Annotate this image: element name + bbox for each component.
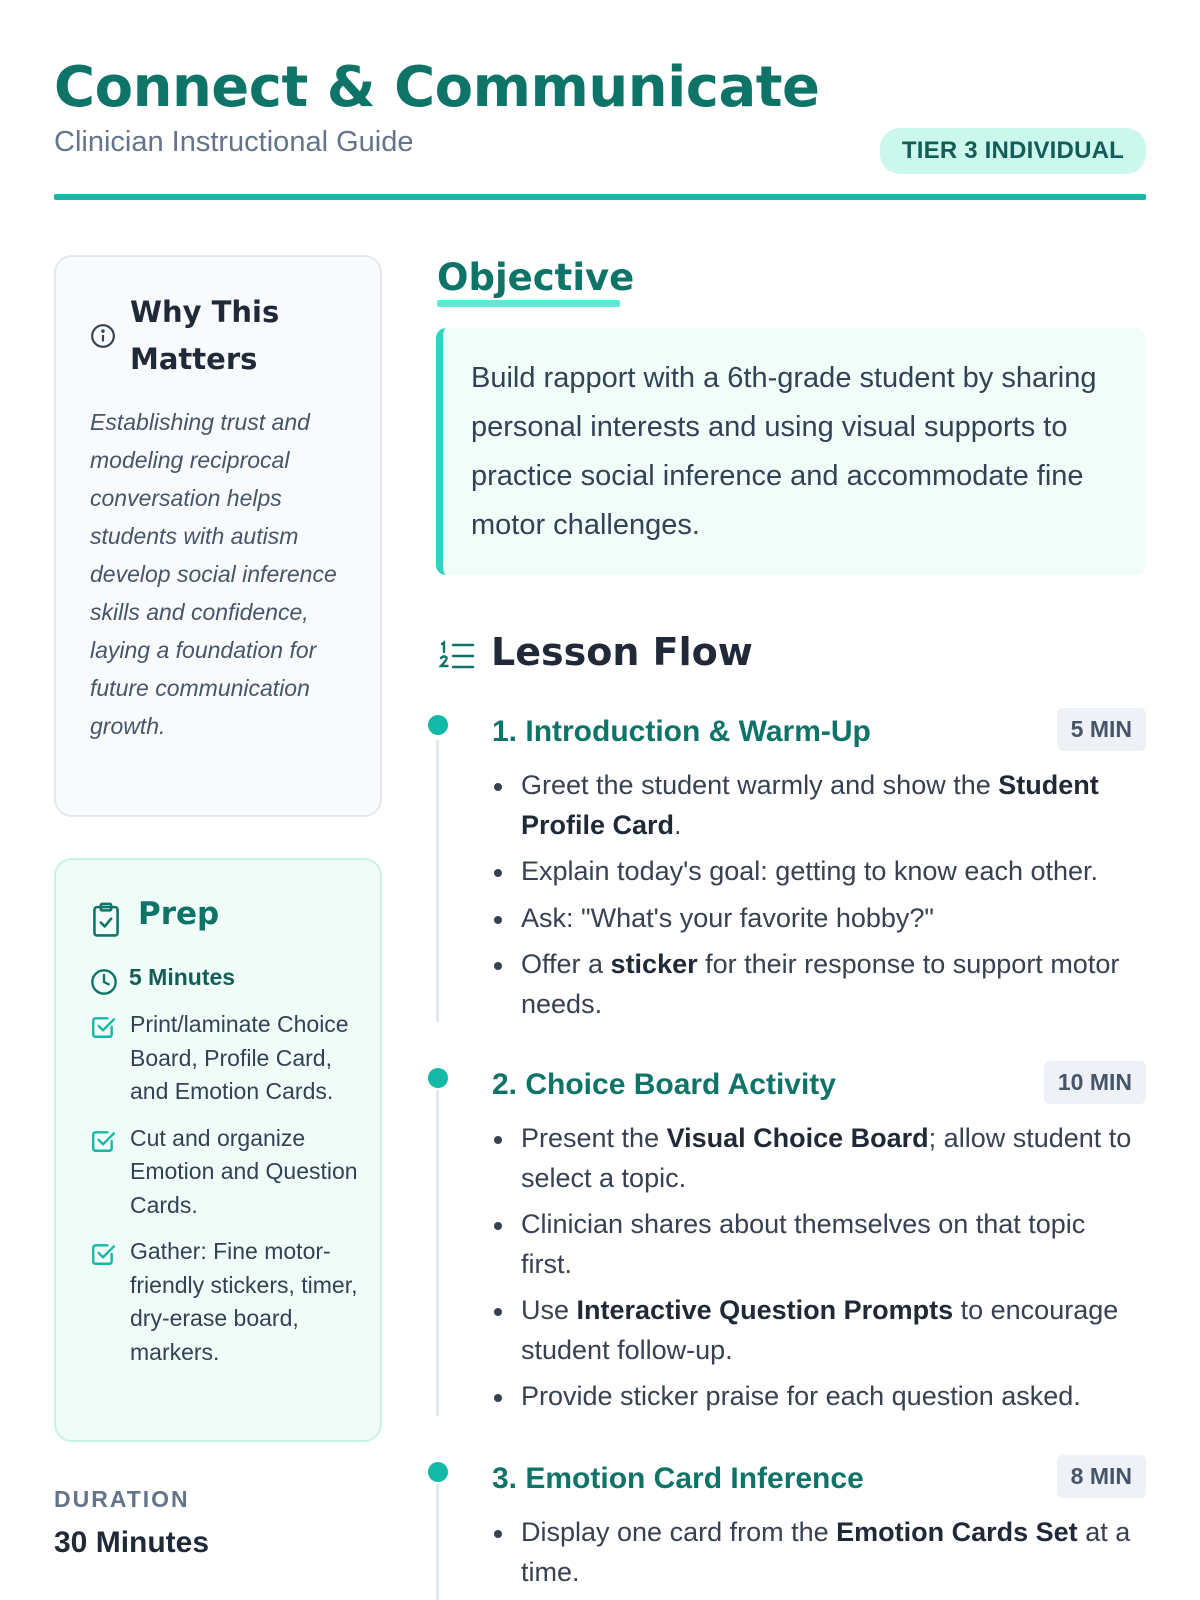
why-body: Establishing trust and modeling reciprocal conversation helps students with autism develop social inference skills and confidence, laying a foundation for future communication growth. (90, 409, 337, 739)
prep-checklist (90, 1008, 360, 1382)
header-divider (54, 194, 1146, 200)
step-bullet: Provide sticker praise for each question asked. (492, 1377, 1142, 1417)
prep-item (90, 1235, 360, 1369)
timeline-line (436, 1090, 439, 1416)
step-bullets (492, 1513, 1142, 1592)
step-time-badge: 5 MIN (1057, 708, 1146, 751)
tier-badge: TIER 3 INDIVIDUAL (880, 128, 1146, 174)
step-bullet: Use Interactive Question Prompts to encourage student follow-up. (492, 1291, 1142, 1370)
timeline-line (436, 740, 439, 1022)
clock-icon (90, 968, 118, 996)
objective-heading: Objective (437, 256, 635, 299)
duration-value: 30 Minutes (54, 1526, 210, 1559)
step-bullet: Ask: "What's your favorite hobby?" (492, 899, 1142, 939)
step-bullets (492, 1119, 1142, 1417)
prep-item-text: Print/laminate Choice Board, Profile Card, and Emotion Cards. (130, 1011, 349, 1104)
lesson-step (492, 1063, 1146, 1424)
checkbox-checked-icon (90, 1014, 116, 1040)
prep-item-text: Cut and organize Emotion and Question Cards. (130, 1124, 358, 1218)
prep-time: 5 Minutes (129, 964, 236, 990)
duration-label: DURATION (54, 1486, 190, 1512)
page-title: Connect & Communicate (54, 55, 820, 120)
objective-text: Build rapport with a 6th-grade student by sharing personal interests and using visual supports to practice social inference and accommodate fine motor challenges. (471, 362, 1097, 541)
checkbox-checked-icon (90, 1128, 116, 1154)
objective-box (436, 328, 1146, 575)
step-bullets (492, 766, 1142, 1024)
step-bullet: Display one card from the Emotion Cards Set at a time. (492, 1513, 1142, 1592)
lesson-step (492, 710, 1146, 1031)
why-title: Why This Matters (130, 295, 280, 376)
numbered-list-icon (439, 640, 475, 674)
clipboard-check-icon (90, 902, 122, 938)
lesson-step (492, 1457, 1146, 1599)
prep-item-text: Gather: Fine motor-friendly stickers, timer, dry-erase board, markers. (130, 1238, 358, 1365)
timeline-dot (428, 1068, 448, 1088)
info-icon (90, 323, 116, 349)
step-bullet: Offer a sticker for their response to support motor needs. (492, 945, 1142, 1024)
step-bullet: Clinician shares about themselves on that topic first. (492, 1205, 1142, 1284)
step-time-badge: 10 MIN (1044, 1061, 1146, 1104)
step-bullet: Explain today's goal: getting to know each other. (492, 852, 1142, 892)
timeline-dot (428, 1462, 448, 1482)
objective-underline (437, 300, 620, 307)
timeline-line (436, 1484, 439, 1600)
checkbox-checked-icon (90, 1241, 116, 1267)
step-time-badge: 8 MIN (1057, 1455, 1146, 1498)
prep-item (90, 1008, 360, 1109)
step-title: 2. Choice Board Activity (492, 1068, 836, 1101)
prep-card (54, 858, 382, 1442)
page-header (54, 48, 1146, 164)
page-subtitle: Clinician Instructional Guide (54, 126, 414, 158)
step-bullet: Greet the student warmly and show the Student Profile Card. (492, 766, 1142, 845)
step-bullet: Present the Visual Choice Board; allow student to select a topic. (492, 1119, 1142, 1198)
prep-title: Prep (138, 896, 220, 932)
timeline-dot (428, 715, 448, 735)
lesson-flow-heading: Lesson Flow (491, 630, 753, 674)
why-this-matters-card (54, 255, 382, 817)
step-title: 1. Introduction & Warm-Up (492, 715, 871, 748)
step-title: 3. Emotion Card Inference (492, 1462, 864, 1495)
prep-item (90, 1122, 360, 1223)
